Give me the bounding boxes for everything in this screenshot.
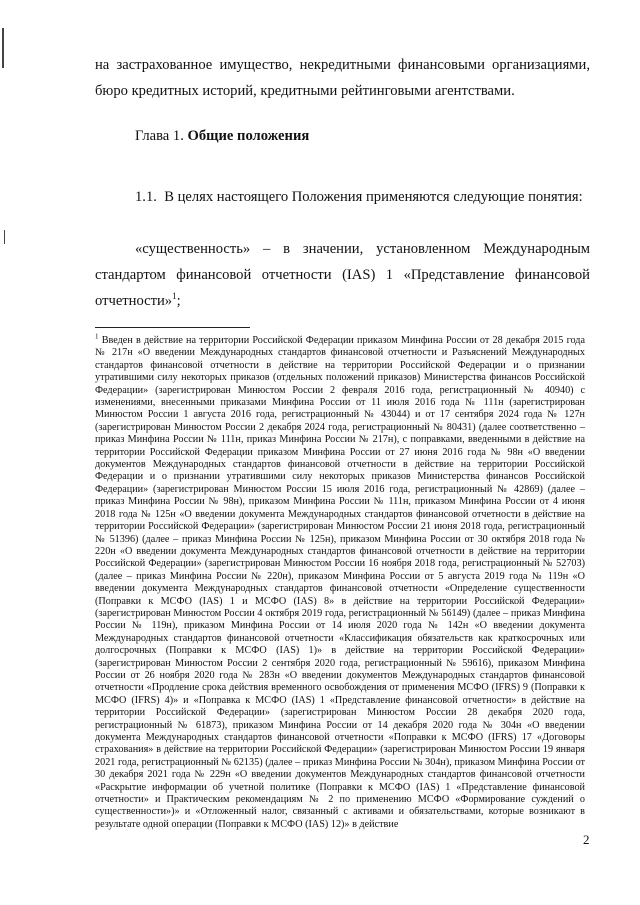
footnote [95,332,586,831]
clause-text: 1.1. В целях настоящего Положения применяются следующие понятия: [135,189,583,205]
chapter-title: Общие положения [187,128,310,144]
chapter-number: Глава 1. [135,128,184,144]
scan-edge-mark [2,28,4,68]
intro-line: бюро кредитных историй, кредитными рейтинговыми агентствами. [95,83,515,99]
footnote-separator [95,327,250,328]
footnote-number: 1 [95,332,99,341]
definition-materiality [95,236,590,314]
definition-text: «существенность» – в значении, установленном Международным стандартом финансовой отчетности (IAS) 1 «Представление финансовой отчетности» [95,241,590,309]
intro-line: на застрахованное имущество, некредитными финансовыми организациями, [95,57,590,73]
chapter-heading [135,128,309,145]
definition-tail: ; [176,293,181,309]
page-number: 2 [583,832,590,847]
clause-1-1 [95,184,590,210]
footnote-reference[interactable]: 1 [172,291,177,302]
footnote-text: Введен в действие на территории Российской Федерации приказом Минфина России от 28 декабря 2015 года № 217н «О введении Международных стандартов финансовой отчетности и Разъяснений Международных стандартов финансовой отчетности в действие на территории Российской Федерации и о признании утратившими силу некоторых приказов (отдельных положений приказов) Министерства финансов Российской Федерации» (зарегистрирован Минюстом России 2 февраля 2016 года, регистрационный № 40940) с изменениями, внесенными приказами Минфина России от 11 июля 2016 года № 111н (зарегистрирован Минюстом России 1 августа 2016 года, регистрационный № 43044) и от 17 сентября 2024 года № 127н (зарегистрирован Минюстом России 2 декабря 2024 года, регистрационный № 80431) (далее соответственно – приказ Минфина России № 111н, приказ Минфина России № 217н), с поправками, введенными в действие на территории Российской Федерации приказом Минфина России от 27 июня 2016 года № 98н «О введении документов Международных стандартов финансовой отчетности в действие на территории Российской Федерации и о признании утратившими силу некоторых приказов Министерства финансов Российской Федерации» (зарегистрирован Минюстом России 15 июля 2016 года, регистрационный № 42869) (далее – приказ Минфина России № 98н), приказом Минфина России № 111н, приказом Минфина России от 4 июня 2018 года № 125н «О введении документа Международных стандартов финансовой отчетности в действие на территории Российской Федерации» (зарегистрирован Минюстом России 21 июня 2018 года, регистрационный № 51396) (далее – приказ Минфина России № 125н), приказом Минфина России от 30 октября 2018 года № 220н «О введении документа Международных стандартов финансовой отчетности в действие на территории Российской Федерации» (зарегистрирован Минюстом России 16 ноября 2018 года, регистрационный № 52703) (далее – приказ Минфина России № 220н), приказом Минфина России от 5 августа 2019 года № 119н «О введении документа Международных стандартов финансовой отчетности «Определение существенности (Поправки к МСФО (IAS) 1 и МСФО (IAS) 8» в действие на территории Российской Федерации» (зарегистрирован Минюстом России 4 октября 2019 года, регистрационный № 56149) (далее – приказ Минфина России № 119н), приказом Минфина России от 14 июля 2020 года № 142н «О введении документа Международных стандартов финансовой отчетности «Классификация обязательств как краткосрочных или долгосрочных (Поправки к МСФО (IAS) 1)» в действие на территории Российской Федерации» (зарегистрирован Минюстом России 2 сентября 2020 года, регистрационный № 59616), приказом Минфина России от 26 ноября 2020 года № 283н «О введении документов Международных стандартов финансовой отчетности «Продление срока действия временного освобождения от применения МСФО (IFRS) 9 (Поправки к МСФО (IFRS) 4)» и «Поправка к МСФО (IAS) 1 «Представление финансовой отчетности» в действие на территории Российской Федерации» (зарегистрирован Минюстом России 28 декабря 2020 года, регистрационный № 61873), приказом Минфина России от 14 декабря 2020 года № 304н «О введении документа Международных стандартов финансовой отчетности «Поправки к МСФО (IFRS) 17 «Договоры страхования» в действие на территории Российской Федерации» (зарегистрирован Минюстом России 19 января 2021 года, регистрационный № 62135) (далее – приказ Минфина России № 304н), приказом Минфина России от 30 декабря 2021 года № 229н «О введении документов Международных стандартов финансовой отчетности «Раскрытие информации об учетной политике (Поправки к МСФО (IAS) 1 «Представление финансовой отчетности» и Практическим рекомендациям № 2 по применению МСФО «Формирование суждений о существенности»)» и «Отложенный налог, связанный с активами и обязательствами, которые возникают в результате одной операции (Поправки к МСФО (IAS) 12)» в действие [95,335,586,830]
intro-paragraph [95,52,590,104]
scan-edge-mark [4,230,5,244]
